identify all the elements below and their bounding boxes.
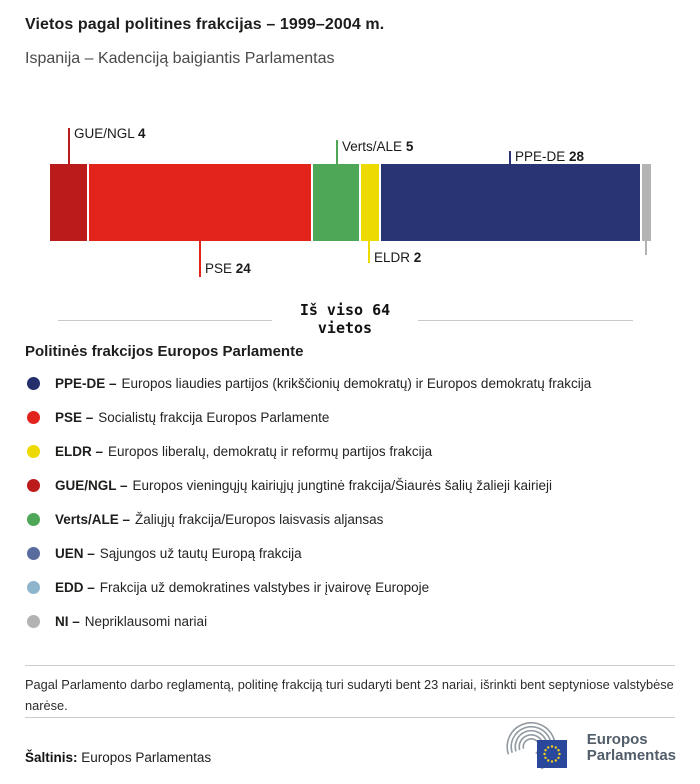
callout-tick [368, 241, 370, 263]
legend-item [25, 434, 685, 468]
legend-item [25, 536, 685, 570]
legend-list [25, 366, 685, 638]
callout-tick [199, 241, 201, 277]
bar-segment-ni[interactable] [642, 164, 651, 241]
total-seats-label [255, 301, 435, 337]
legend-item [25, 604, 685, 638]
legend-item [25, 366, 685, 400]
logo-wordmark [587, 732, 676, 764]
bar-segment-gue-ngl[interactable] [50, 164, 87, 241]
footnote-divider-bottom [25, 717, 675, 718]
callout-label [374, 250, 421, 265]
legend-dot-icon [27, 547, 40, 560]
legend-dot-icon [27, 479, 40, 492]
total-seats-line2: vietos [317, 319, 373, 337]
seats-bar [50, 164, 651, 241]
faction-name: PSE [205, 261, 233, 276]
legend-item-description: Europos vieningųjų kairiųjų jungtinė frakcija/Šiaurės šalių žalieji kairieji [132, 477, 552, 493]
legend-dot-icon [27, 581, 40, 594]
callout-label [74, 126, 146, 141]
faction-name: GUE/NGL [74, 126, 135, 141]
legend-heading: Politinės frakcijos Europos Parlamente [25, 343, 304, 360]
legend-dot-icon [27, 513, 40, 526]
callout-tick [645, 241, 647, 255]
legend-dot-icon [27, 445, 40, 458]
legend-item-description: Frakcija už demokratines valstybes ir įvairovę Europoje [99, 579, 430, 595]
source-line [25, 750, 211, 765]
legend-item-description: Europos liberalų, demokratų ir reformų partijos frakcija [108, 443, 433, 459]
faction-seats: 24 [235, 261, 251, 276]
legend-item [25, 502, 685, 536]
legend-item-abbr: EDD – [55, 579, 95, 595]
bar-segment-eldr[interactable] [361, 164, 379, 241]
divider-line-right [418, 320, 633, 321]
logo-line1: Europos [586, 731, 648, 748]
legend-item-description: Europos liaudies partijos (krikščionių demokratų) ir Europos demokratų frakcija [121, 375, 592, 391]
callout-tick [68, 128, 70, 164]
faction-name: PPE-DE [515, 149, 566, 164]
page-title: Vietos pagal politines frakcijas – 1999–2004 m. [25, 16, 385, 33]
bar-segment-verts-ale[interactable] [313, 164, 359, 241]
callout-label [342, 139, 413, 154]
legend-item-abbr: GUE/NGL – [55, 477, 128, 493]
divider-line-left [58, 320, 272, 321]
footnote-divider-top [25, 665, 675, 666]
bar-segment-ppe-de[interactable] [381, 164, 640, 241]
faction-name: ELDR [374, 250, 411, 265]
callout-label [515, 149, 584, 164]
parliament-hemicycle-icon [499, 722, 581, 774]
legend-item [25, 570, 685, 604]
legend-dot-icon [27, 377, 40, 390]
callout-tick [336, 140, 338, 164]
faction-name: Verts/ALE [342, 139, 403, 154]
legend-item-abbr: ELDR – [55, 443, 104, 459]
legend-item-description: Nepriklausomi nariai [84, 613, 208, 629]
legend-dot-icon [27, 615, 40, 628]
logo-line2: Parlamentas [586, 747, 676, 764]
callout-label [205, 261, 251, 276]
legend-item [25, 468, 685, 502]
legend-item-abbr: Verts/ALE – [55, 511, 131, 527]
legend-item-description: Sąjungos už tautų Europą frakcija [99, 545, 302, 561]
european-parliament-logo [499, 722, 676, 774]
faction-seats: 2 [413, 250, 422, 265]
seats-chart [0, 120, 700, 290]
legend-item-abbr: UEN – [55, 545, 95, 561]
faction-seats: 4 [138, 126, 146, 141]
bar-segment-pse[interactable] [89, 164, 311, 241]
callout-tick [509, 151, 511, 164]
legend-item-abbr: NI – [55, 613, 80, 629]
source-text: Europos Parlamentas [81, 750, 212, 765]
total-seats-line1: Iš viso 64 [299, 301, 391, 319]
total-seats-divider [0, 296, 700, 342]
faction-seats: 28 [569, 149, 585, 164]
eu-flag [537, 740, 567, 768]
footnote: Pagal Parlamento darbo reglamentą, politinę frakciją turi sudaryti bent 23 nariai, išrinkti bent septyniose valstybėse narėse. [25, 677, 674, 713]
faction-seats: 5 [405, 139, 414, 154]
legend-item-description: Žaliųjų frakcija/Europos laisvasis aljansas [135, 511, 384, 527]
page-subtitle: Ispanija – Kadenciją baigiantis Parlamentas [25, 50, 335, 67]
legend-item-abbr: PSE – [55, 409, 94, 425]
legend-item [25, 400, 685, 434]
legend-item-abbr: PPE-DE – [55, 375, 117, 391]
legend-item-description: Socialistų frakcija Europos Parlamente [98, 409, 330, 425]
source-label: Šaltinis: [25, 750, 78, 765]
legend-dot-icon [27, 411, 40, 424]
